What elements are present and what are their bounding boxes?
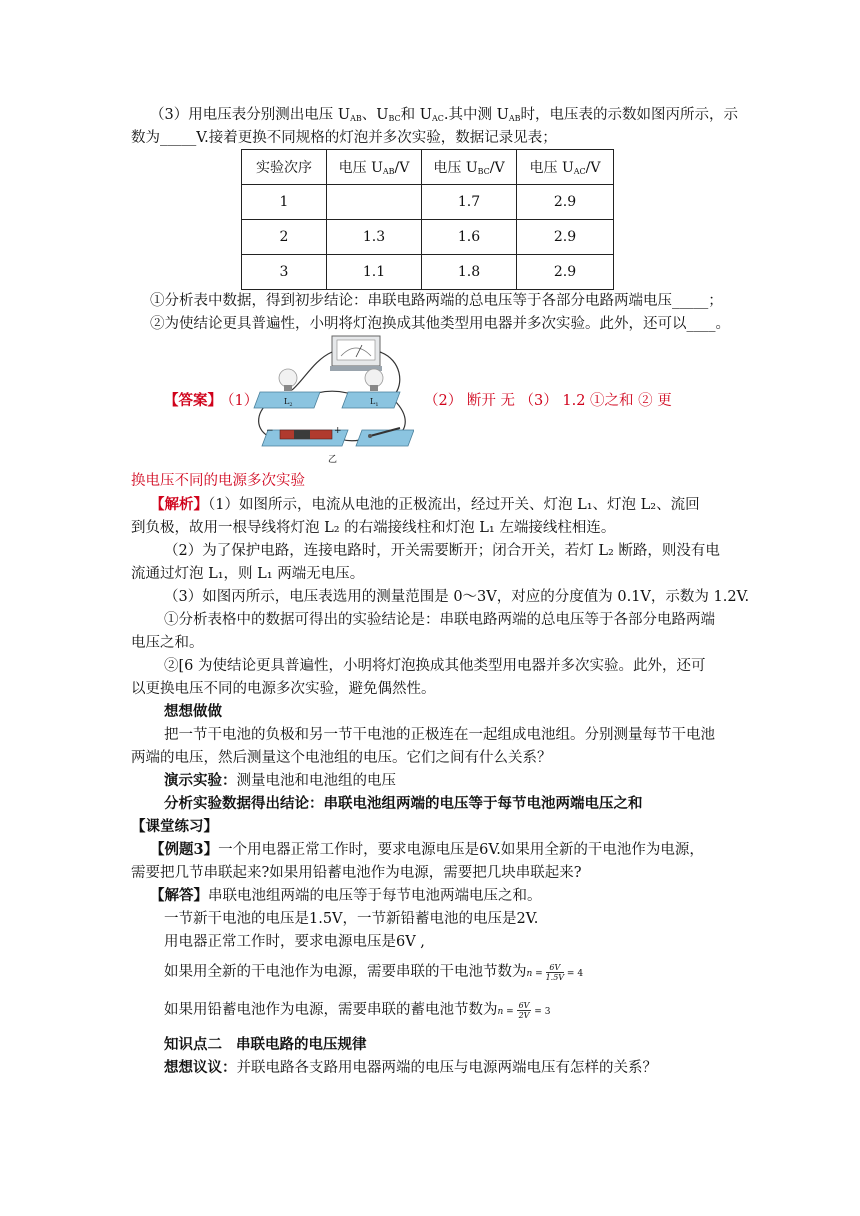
analysis-line6: ①分析表格中的数据可得出的实验结论是：串联电路两端的总电压等于各部分电路两端 bbox=[164, 612, 715, 628]
circuit-figure bbox=[244, 330, 414, 466]
svg-text:+: + bbox=[334, 426, 342, 436]
battery-icon bbox=[262, 426, 348, 446]
example-line2: 需要把几节串联起来?如果用铅蓄电池作为电源，需要把几块串联起来? bbox=[131, 865, 582, 881]
analysis-line2: 到负极，故用一根导线将灯泡 L₂ 的右端接线柱和灯泡 L₁ 左端接线柱相连。 bbox=[131, 520, 616, 536]
table-row bbox=[242, 255, 614, 290]
answer-rest: （2） 断开 无 （3） 1.2 ①之和 ② 更 bbox=[424, 393, 672, 409]
solution-step1: 一节新干电池的电压是1.5V，一节新铅蓄电池的电压是2V. bbox=[164, 911, 539, 927]
analysis-line8: ②[6 为使结论更具普遍性，小明将灯泡换成其他类型用电器并多次实验。此外，还可 bbox=[164, 658, 706, 674]
conclusion-line: 分析实验数据得出结论：串联电池组两端的电压等于每节电池两端电压之和 bbox=[164, 795, 643, 812]
fraction: $\frac{6V}{2V}$ bbox=[518, 1000, 530, 1020]
svg-text:乙: 乙 bbox=[328, 455, 338, 465]
example-line1: 【例题3】一个用电器正常工作时，要求电源电压是6V.如果用全新的干电池作为电源， bbox=[150, 841, 704, 858]
discuss-line: 想想议议：并联电路各支路用电器两端的电压与电源两端电压有怎样的关系？ bbox=[164, 1059, 657, 1076]
table-cell bbox=[327, 185, 422, 220]
table-header-cell: 电压 $U_{BC}/V$ bbox=[422, 150, 517, 185]
table-cell: 2.9 bbox=[517, 220, 614, 255]
q3-line1: （3）用电压表分别测出电压 $U_{AB}$、$U_{BC}$和 $U_{AC}$.其中测 $U_{AB}$时，电压表的示数如图丙所示，示 bbox=[150, 107, 738, 123]
table-cell: 1.1 bbox=[327, 255, 422, 290]
solution-step3: 如果用全新的干电池作为电源，需要串联的干电池节数为n = $\frac{6V}{1.5V} = 4$ bbox=[164, 962, 584, 982]
svg-text:−: − bbox=[266, 426, 274, 436]
svg-text:L2: $L_2$ bbox=[284, 397, 293, 408]
think-line2: 两端的电压，然后测量这个电池组的电压。它们之间有什么关系？ bbox=[131, 750, 552, 766]
solution-step2: 用电器正常工作时，要求电源电压是6V , bbox=[164, 934, 425, 950]
table-row bbox=[242, 185, 614, 220]
analysis-line1: 【解析】（1）如图所示，电流从电池的正极流出，经过开关、灯泡 L₁、灯泡 L₂、流回 bbox=[150, 496, 700, 513]
analysis-line4: 流通过灯泡 L₁，则 L₁ 两端无电压。 bbox=[131, 566, 365, 582]
q3-line2: 数为_____V.接着更换不同规格的灯泡并多次实验，数据记录见表； bbox=[131, 130, 557, 146]
table-row bbox=[242, 220, 614, 255]
answer-cont: 换电压不同的电源多次实验 bbox=[131, 473, 305, 489]
lamp-icon bbox=[342, 369, 400, 408]
table-cell: 1.7 bbox=[422, 185, 517, 220]
answer-part1: （1） bbox=[220, 393, 259, 409]
table-cell: 2 bbox=[242, 220, 327, 255]
table-header-cell: 实验次序 bbox=[242, 150, 327, 185]
analysis-line5: （3）如图丙所示，电压表选用的测量范围是 0～3V，对应的分度值为 0.1V，示数为 1.2V. bbox=[164, 589, 750, 605]
answer-label: 【答案】 bbox=[164, 392, 222, 409]
table-cell: 1 bbox=[242, 185, 327, 220]
lamp-icon bbox=[254, 369, 320, 408]
point-1: ①分析表中数据，得到初步结论：串联电路两端的总电压等于各部分电路两端电压_____； bbox=[150, 293, 723, 309]
table-cell: 1.3 bbox=[327, 220, 422, 255]
knowledge-heading: 知识点二 串联电路的电压规律 bbox=[164, 1036, 367, 1053]
solution-step4: 如果用铅蓄电池作为电源，需要串联的蓄电池节数为n = $\frac{6V}{2V} = 3$ bbox=[164, 1000, 551, 1020]
data-table bbox=[241, 149, 614, 290]
table-header-cell: 电压 $U_{AC}/V$ bbox=[517, 150, 614, 185]
analysis-line7: 电压之和。 bbox=[131, 635, 204, 651]
table-cell: 3 bbox=[242, 255, 327, 290]
voltmeter-icon bbox=[330, 336, 382, 371]
think-line1: 把一节干电池的负极和另一节干电池的正极连在一起组成电池组。分别测量每节干电池 bbox=[164, 727, 715, 743]
table-header-cell: 电压 $U_{AB}/V$ bbox=[327, 150, 422, 185]
analysis-line3: （2）为了保护电路，连接电路时，开关需要断开；闭合开关，若灯 L₂ 断路，则没有电 bbox=[164, 543, 720, 559]
table-cell: 2.9 bbox=[517, 255, 614, 290]
analysis-line9: 以更换电压不同的电源多次实验，避免偶然性。 bbox=[131, 681, 436, 697]
demo-line: 演示实验：测量电池和电池组的电压 bbox=[164, 772, 396, 789]
solution-line: 【解答】串联电池组两端的电压等于每节电池两端电压之和。 bbox=[150, 887, 542, 904]
fraction: $\frac{6V}{1.5V}$ bbox=[545, 962, 565, 982]
table-cell: 1.8 bbox=[422, 255, 517, 290]
table-cell: 1.6 bbox=[422, 220, 517, 255]
think-title: 想想做做 bbox=[164, 703, 222, 720]
practice-title: 【课堂练习】 bbox=[131, 818, 218, 835]
table-cell: 2.9 bbox=[517, 185, 614, 220]
point-2: ②为使结论更具普遍性，小明将灯泡换成其他类型用电器并多次实验。此外，还可以____。 bbox=[150, 316, 730, 332]
svg-text:L1: $L_1$ bbox=[370, 397, 379, 408]
switch-icon bbox=[356, 428, 414, 446]
table-header-row bbox=[242, 150, 614, 185]
